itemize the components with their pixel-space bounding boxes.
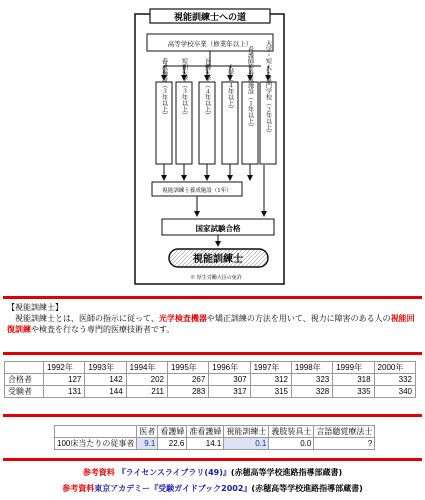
year-header: 1998年 (291, 362, 332, 374)
description (7, 302, 419, 335)
table-cell: 0.1 (224, 438, 269, 450)
year-header: 1993年 (85, 362, 126, 374)
year-header: 1994年 (126, 362, 167, 374)
diagram-title: 視能訓練士への道 (173, 13, 247, 23)
description-text-3: や検査を行なう専門的医療技術者です。 (31, 325, 175, 334)
row-label-examinees: 受験者 (5, 386, 44, 398)
table-cell: 142 (85, 374, 126, 386)
description-text-1: 視能訓練士とは、医師の指示に従って、 (7, 314, 159, 323)
table-cell: 328 (291, 386, 332, 398)
table-cell: 332 (374, 374, 415, 386)
exam-table-header-row (5, 362, 416, 374)
path-column-label: 看護師等養成施設（１年以上） (246, 46, 254, 130)
table-row (55, 438, 375, 450)
divider-middle (3, 352, 422, 355)
table-cell: 0.0 (269, 438, 314, 450)
table-cell: ? (314, 438, 375, 450)
table-cell: 267 (167, 374, 208, 386)
staff-table-corner (55, 426, 137, 438)
table-cell: 22.6 (158, 438, 187, 450)
table-cell: 317 (209, 386, 250, 398)
divider-bottom (3, 458, 422, 461)
divider-top (3, 296, 422, 299)
staff-header: 看護婦 (158, 426, 187, 438)
table-cell: 127 (44, 374, 85, 386)
path-column-label: 短期大学（３年以上） (180, 58, 188, 118)
row-label-passed: 合格者 (5, 374, 44, 386)
table-cell: 211 (126, 386, 167, 398)
reference-prefix: 参考資料 (62, 484, 95, 493)
staff-header: 義肢装具士 (269, 426, 314, 438)
staff-header: 医者 (137, 426, 158, 438)
reference-title-link[interactable]: 東京アカデミー『受験ガイドブック2002』 (94, 484, 252, 493)
table-cell: 202 (126, 374, 167, 386)
reference-line (0, 467, 425, 478)
table-row (5, 374, 416, 386)
result-box-label: 視能訓練士 (193, 254, 243, 265)
table-cell: 14.1 (187, 438, 224, 450)
year-header: 1995年 (167, 362, 208, 374)
year-header: 1996年 (209, 362, 250, 374)
table-cell: 283 (167, 386, 208, 398)
reference-line (0, 483, 425, 494)
path-column-label: 盲聾大学（４年以上） (203, 58, 211, 118)
path-column-label: 大学（４年以上） (226, 64, 234, 112)
exam-table-corner (5, 362, 44, 374)
year-header: 1999年 (333, 362, 374, 374)
top-box-label: 高等学校卒業（修業年以上） (167, 40, 253, 48)
year-header: 2000年 (374, 362, 415, 374)
training-box-label: 視能訓練士養成施設（1年） (162, 188, 232, 194)
table-cell: 9.1 (137, 438, 158, 450)
reference-prefix: 参考資料 (82, 468, 115, 477)
staff-per-bed-table (54, 425, 375, 450)
table-cell: 315 (250, 386, 291, 398)
year-header: 1997年 (250, 362, 291, 374)
divider-lower (3, 414, 422, 417)
description-header: 【視能訓練士】 (7, 303, 63, 312)
table-cell: 318 (333, 374, 374, 386)
staff-header: 言語聴覚療法士 (314, 426, 375, 438)
path-column-label: 大学・短大・専門学校（２年以上） (264, 40, 272, 136)
description-text-2: や矯正訓練の方法を用いて、視力に障害のある人の (206, 314, 391, 323)
reference-title-link[interactable]: 『ライセンスライブラリ(49)』 (117, 468, 231, 477)
table-row (5, 386, 416, 398)
table-cell: 335 (333, 386, 374, 398)
reference-source: (赤穂高等学校進路指導部蔵書) (230, 468, 343, 477)
path-column-label: 養成施設（３年以上） (160, 58, 168, 118)
description-body (7, 313, 419, 335)
highlight-optical-instruments: 光学検査機器 (158, 314, 207, 323)
table-cell: 131 (44, 386, 85, 398)
year-header: 1992年 (44, 362, 85, 374)
table-cell: 144 (85, 386, 126, 398)
table-cell: 307 (209, 374, 250, 386)
staff-header: 視能訓練士 (224, 426, 269, 438)
table-cell: 312 (250, 374, 291, 386)
diagram-note: ※ 厚生労働大臣の免許 (190, 275, 242, 281)
reference-source: (赤穂高等学校進路指導部蔵書) (251, 484, 363, 493)
exam-box-label: 国家試験合格 (195, 224, 241, 233)
exam-results-table (4, 361, 416, 398)
table-cell: 340 (374, 386, 415, 398)
table-cell: 323 (291, 374, 332, 386)
staff-row-label: 100床当たりの従事者 (55, 438, 137, 450)
staff-table-header-row (55, 426, 375, 438)
highlight-vision-recovery-training: 視能回復訓練 (7, 314, 415, 334)
staff-header: 准看護婦 (187, 426, 224, 438)
